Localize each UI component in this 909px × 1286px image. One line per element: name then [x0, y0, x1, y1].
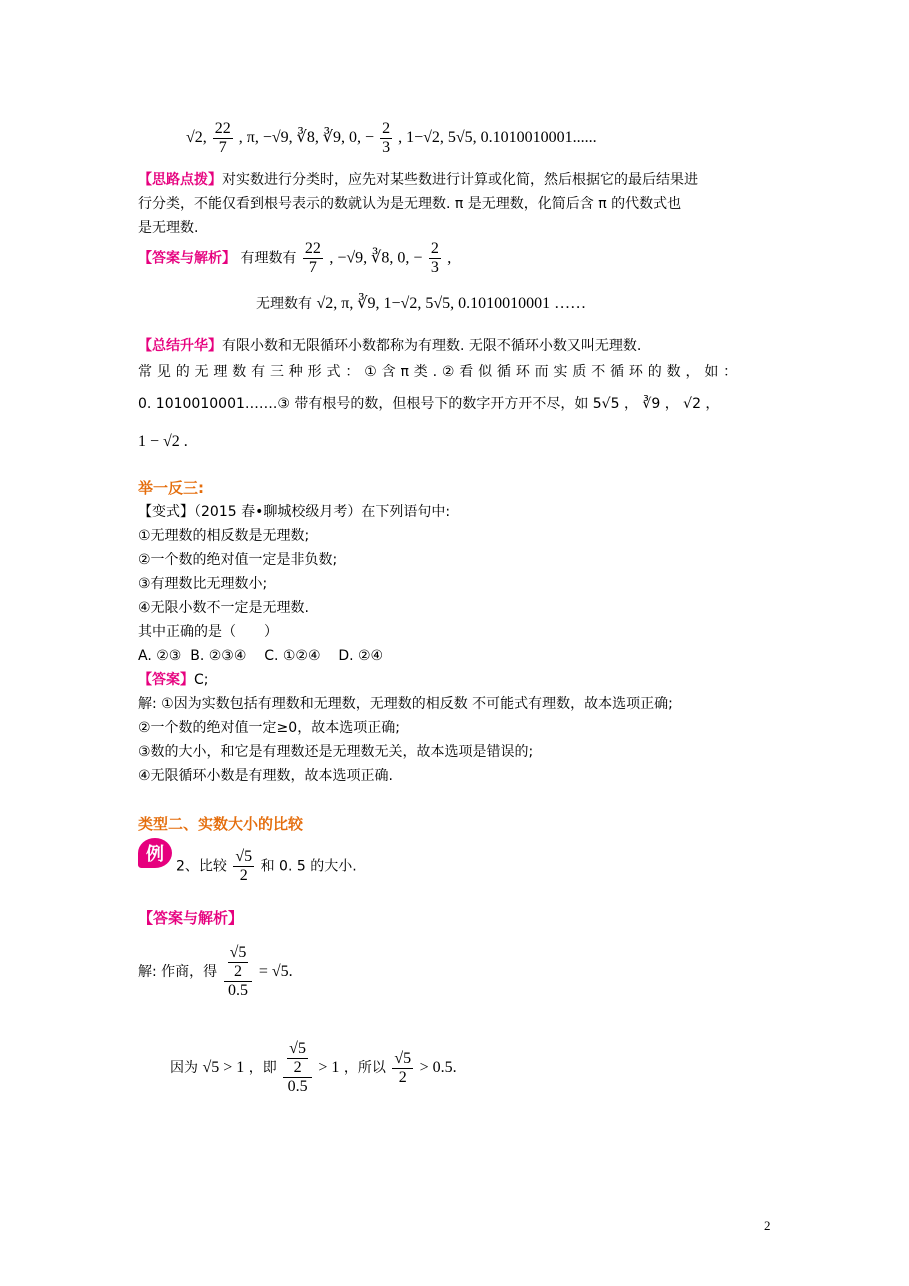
hint-line-2: 行分类，不能仅看到根号表示的数就认为是无理数. π 是无理数，化简后含 π 的代数式也 [138, 196, 682, 212]
practice-options: A. ②③ B. ②③④ C. ①②④ D. ②④ [138, 648, 384, 664]
summary-line-1: 【总结升华】有限小数和无限循环小数都称为有理数. 无限不循环小数又叫无理数. [138, 338, 642, 354]
type2-answer-tag: 【答案与解析】 [138, 909, 244, 927]
compound-fraction: $\frac{\frac{√5}{2}}{0.5}$ [224, 944, 253, 1000]
fraction-sqrt5-2-b: $\frac{√5}{2}$ [394, 1049, 412, 1086]
practice-item-2: ②一个数的绝对值一定是非负数; [138, 552, 338, 568]
number-list [186, 120, 597, 164]
fraction-sqrt5-2: $\frac{√5}{2}$ [235, 848, 253, 884]
summary-tag: 【总结升华】 [138, 338, 222, 354]
type2-conclusion: 因为 √5 > 1 ，即 $\frac{\frac{√5}{2}}{0.5}$ > 1 ，所以 $\frac{√5}{2}$ > 0.5. [170, 1040, 457, 1095]
answer1-rational: 【答案与解析】 有理数有 $\frac{22}{7}$ , −√9, ∛8, 0, − $\frac{2}{3}$ , [138, 240, 452, 276]
list-part-c: , 1−√2, 5√5, 0.1010010001...... [398, 129, 597, 147]
answer1-irrational: 无理数有 √2, π, ∛9, 1−√2, 5√5, 0.1010010001 …… [256, 295, 587, 312]
answer1-tag: 【答案与解析】 [138, 250, 236, 267]
example-badge: 例 [138, 838, 172, 868]
solution-line-3: ③数的大小，和它是有理数还是无理数无关，故本选项是错误的; [138, 744, 534, 760]
fraction-2-3: $\frac{2}{3}$ [382, 120, 391, 156]
fraction-2-3-b: $\frac{2}{3}$ [430, 240, 439, 276]
practice-answer: 【答案】C; [138, 672, 209, 688]
practice-title: 举一反三: [138, 479, 204, 497]
type2-title: 类型二、实数大小的比较 [138, 815, 304, 833]
hint-line-3: 是无理数. [138, 220, 199, 236]
type2-solution: 解: 作商，得 $\frac{\frac{√5}{2}}{0.5}$ = √5. [138, 944, 293, 999]
list-part-b: , π, −√9, ∛8, ∛9, 0, − [238, 129, 375, 147]
compound-fraction-2: $\frac{\frac{√5}{2}}{0.5}$ [283, 1040, 312, 1096]
practice-answer-tag: 【答案】 [138, 672, 194, 688]
page-number: 2 [764, 1218, 771, 1233]
summary-line-4: 1 − √2 . [138, 433, 188, 450]
practice-item-4: ④无限小数不一定是无理数. [138, 600, 310, 616]
hint-line-1: 【思路点拨】对实数进行分类时，应先对某些数进行计算或化简，然后根据它的最后结果进 [138, 172, 698, 188]
practice-item-3: ③有理数比无理数小; [138, 576, 268, 592]
list-part-a: √2, [186, 129, 207, 147]
summary-line-2: 常 见 的 无 理 数 有 三 种 形 式 ： ① 含 π 类 . ② 看 似 循 环 而 实 质 不 循 环 的 数 ， 如 ： [138, 364, 738, 380]
fraction-22-7-b: $\frac{22}{7}$ [304, 240, 321, 276]
solution-line-1: 解: ①因为实数包括有理数和无理数，无理数的相反数 不可能式有理数，故本选项正确; [138, 696, 673, 712]
practice-question: 其中正确的是（ ） [138, 624, 278, 640]
summary-line-3: 0. 1010010001…….③ 带有根号的数，但根号下的数字开方开不尽，如 5√5 ， ∛9 ， √2 ， [138, 396, 720, 412]
type2-question: 2、比较 $\frac{√5}{2}$ 和 0. 5 的大小. [176, 848, 357, 884]
practice-variant: 【变式】（2015 春•聊城校级月考）在下列语句中: [138, 504, 451, 520]
hint-tag: 【思路点拨】 [138, 172, 222, 188]
fraction-22-7: $\frac{22}{7}$ [214, 120, 231, 156]
solution-line-2: ②一个数的绝对值一定≥0，故本选项正确; [138, 720, 400, 736]
solution-line-4: ④无限循环小数是有理数，故本选项正确. [138, 768, 393, 784]
practice-item-1: ①无理数的相反数是无理数; [138, 528, 310, 544]
